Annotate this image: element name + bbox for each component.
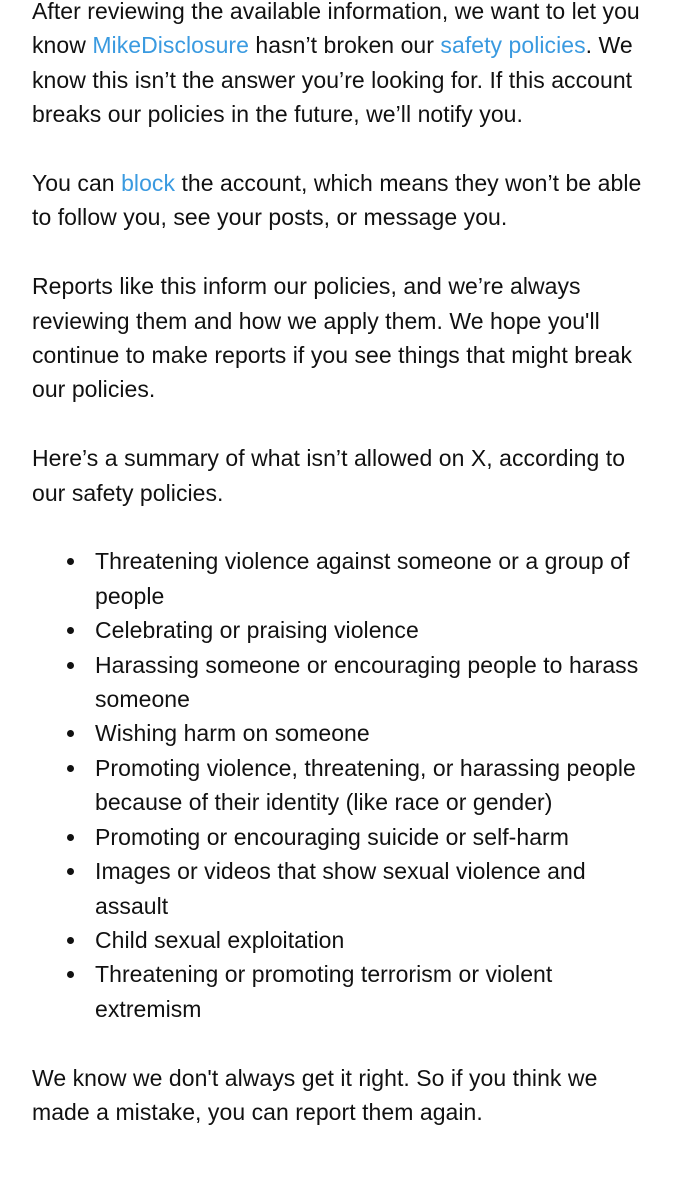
- list-item: [95, 716, 657, 750]
- list-item-text: Threatening violence against someone or a group of people: [95, 548, 630, 609]
- list-item: [95, 923, 657, 957]
- list-item: [95, 613, 657, 647]
- block-text-2: the account, which means they won’t be able to follow you, see your posts, or message you.: [32, 170, 642, 231]
- list-item-text: Images or videos that show sexual violence and assault: [95, 858, 586, 919]
- safety-policies-link[interactable]: safety policies: [440, 32, 586, 59]
- email-body: [32, 0, 657, 1164]
- bullet-icon: [67, 662, 74, 669]
- list-item-text: Child sexual exploitation: [95, 926, 345, 953]
- list-item-text: Harassing someone or encouraging people to harass someone: [95, 651, 639, 713]
- bullet-icon: [67, 868, 74, 875]
- list-item-text: Promoting violence, threatening, or harassing people because of their identity (like race or gender): [95, 754, 636, 816]
- policy-list: [32, 544, 657, 1026]
- block-link[interactable]: block: [121, 170, 176, 197]
- bullet-icon: [67, 558, 74, 565]
- block-text-1: You can: [32, 170, 122, 197]
- list-item: [95, 957, 657, 1026]
- review-text-1: After reviewing the available information, we want to let you know: [32, 0, 640, 59]
- block-paragraph: [32, 166, 657, 235]
- bullet-icon: [67, 971, 74, 978]
- list-item-text: Promoting or encouraging suicide or self-harm: [95, 823, 569, 850]
- closing-paragraph: We know we don't always get it right. So if you think we made a mistake, you can report them again.: [32, 1064, 598, 1125]
- reports-paragraph: Reports like this inform our policies, and we’re always reviewing them and how we apply them. We hope you'll continue to make reports if you see things that might break our policies.: [32, 273, 632, 403]
- account-link[interactable]: MikeDisclosure: [92, 32, 249, 59]
- summary-intro-paragraph: Here’s a summary of what isn’t allowed on X, according to our safety policies.: [32, 445, 626, 506]
- bullet-icon: [67, 765, 74, 772]
- list-item: [95, 854, 657, 923]
- list-item: [95, 751, 657, 820]
- bullet-icon: [67, 834, 74, 841]
- bullet-icon: [67, 937, 74, 944]
- review-text-2: hasn’t broken our: [248, 32, 441, 59]
- bullet-icon: [67, 627, 74, 634]
- list-item-text: Wishing harm on someone: [95, 720, 370, 747]
- bullet-icon: [67, 730, 74, 737]
- list-item-text: Celebrating or praising violence: [95, 617, 419, 644]
- list-item: [95, 820, 657, 854]
- review-text-3: . We know this isn’t the answer you’re looking for. If this account breaks our policies in the future, we’ll notify you.: [32, 32, 633, 128]
- review-result-paragraph: [32, 0, 657, 132]
- list-item: [95, 544, 657, 613]
- list-item: [95, 648, 657, 717]
- list-item-text: Threatening or promoting terrorism or violent extremism: [95, 961, 553, 1022]
